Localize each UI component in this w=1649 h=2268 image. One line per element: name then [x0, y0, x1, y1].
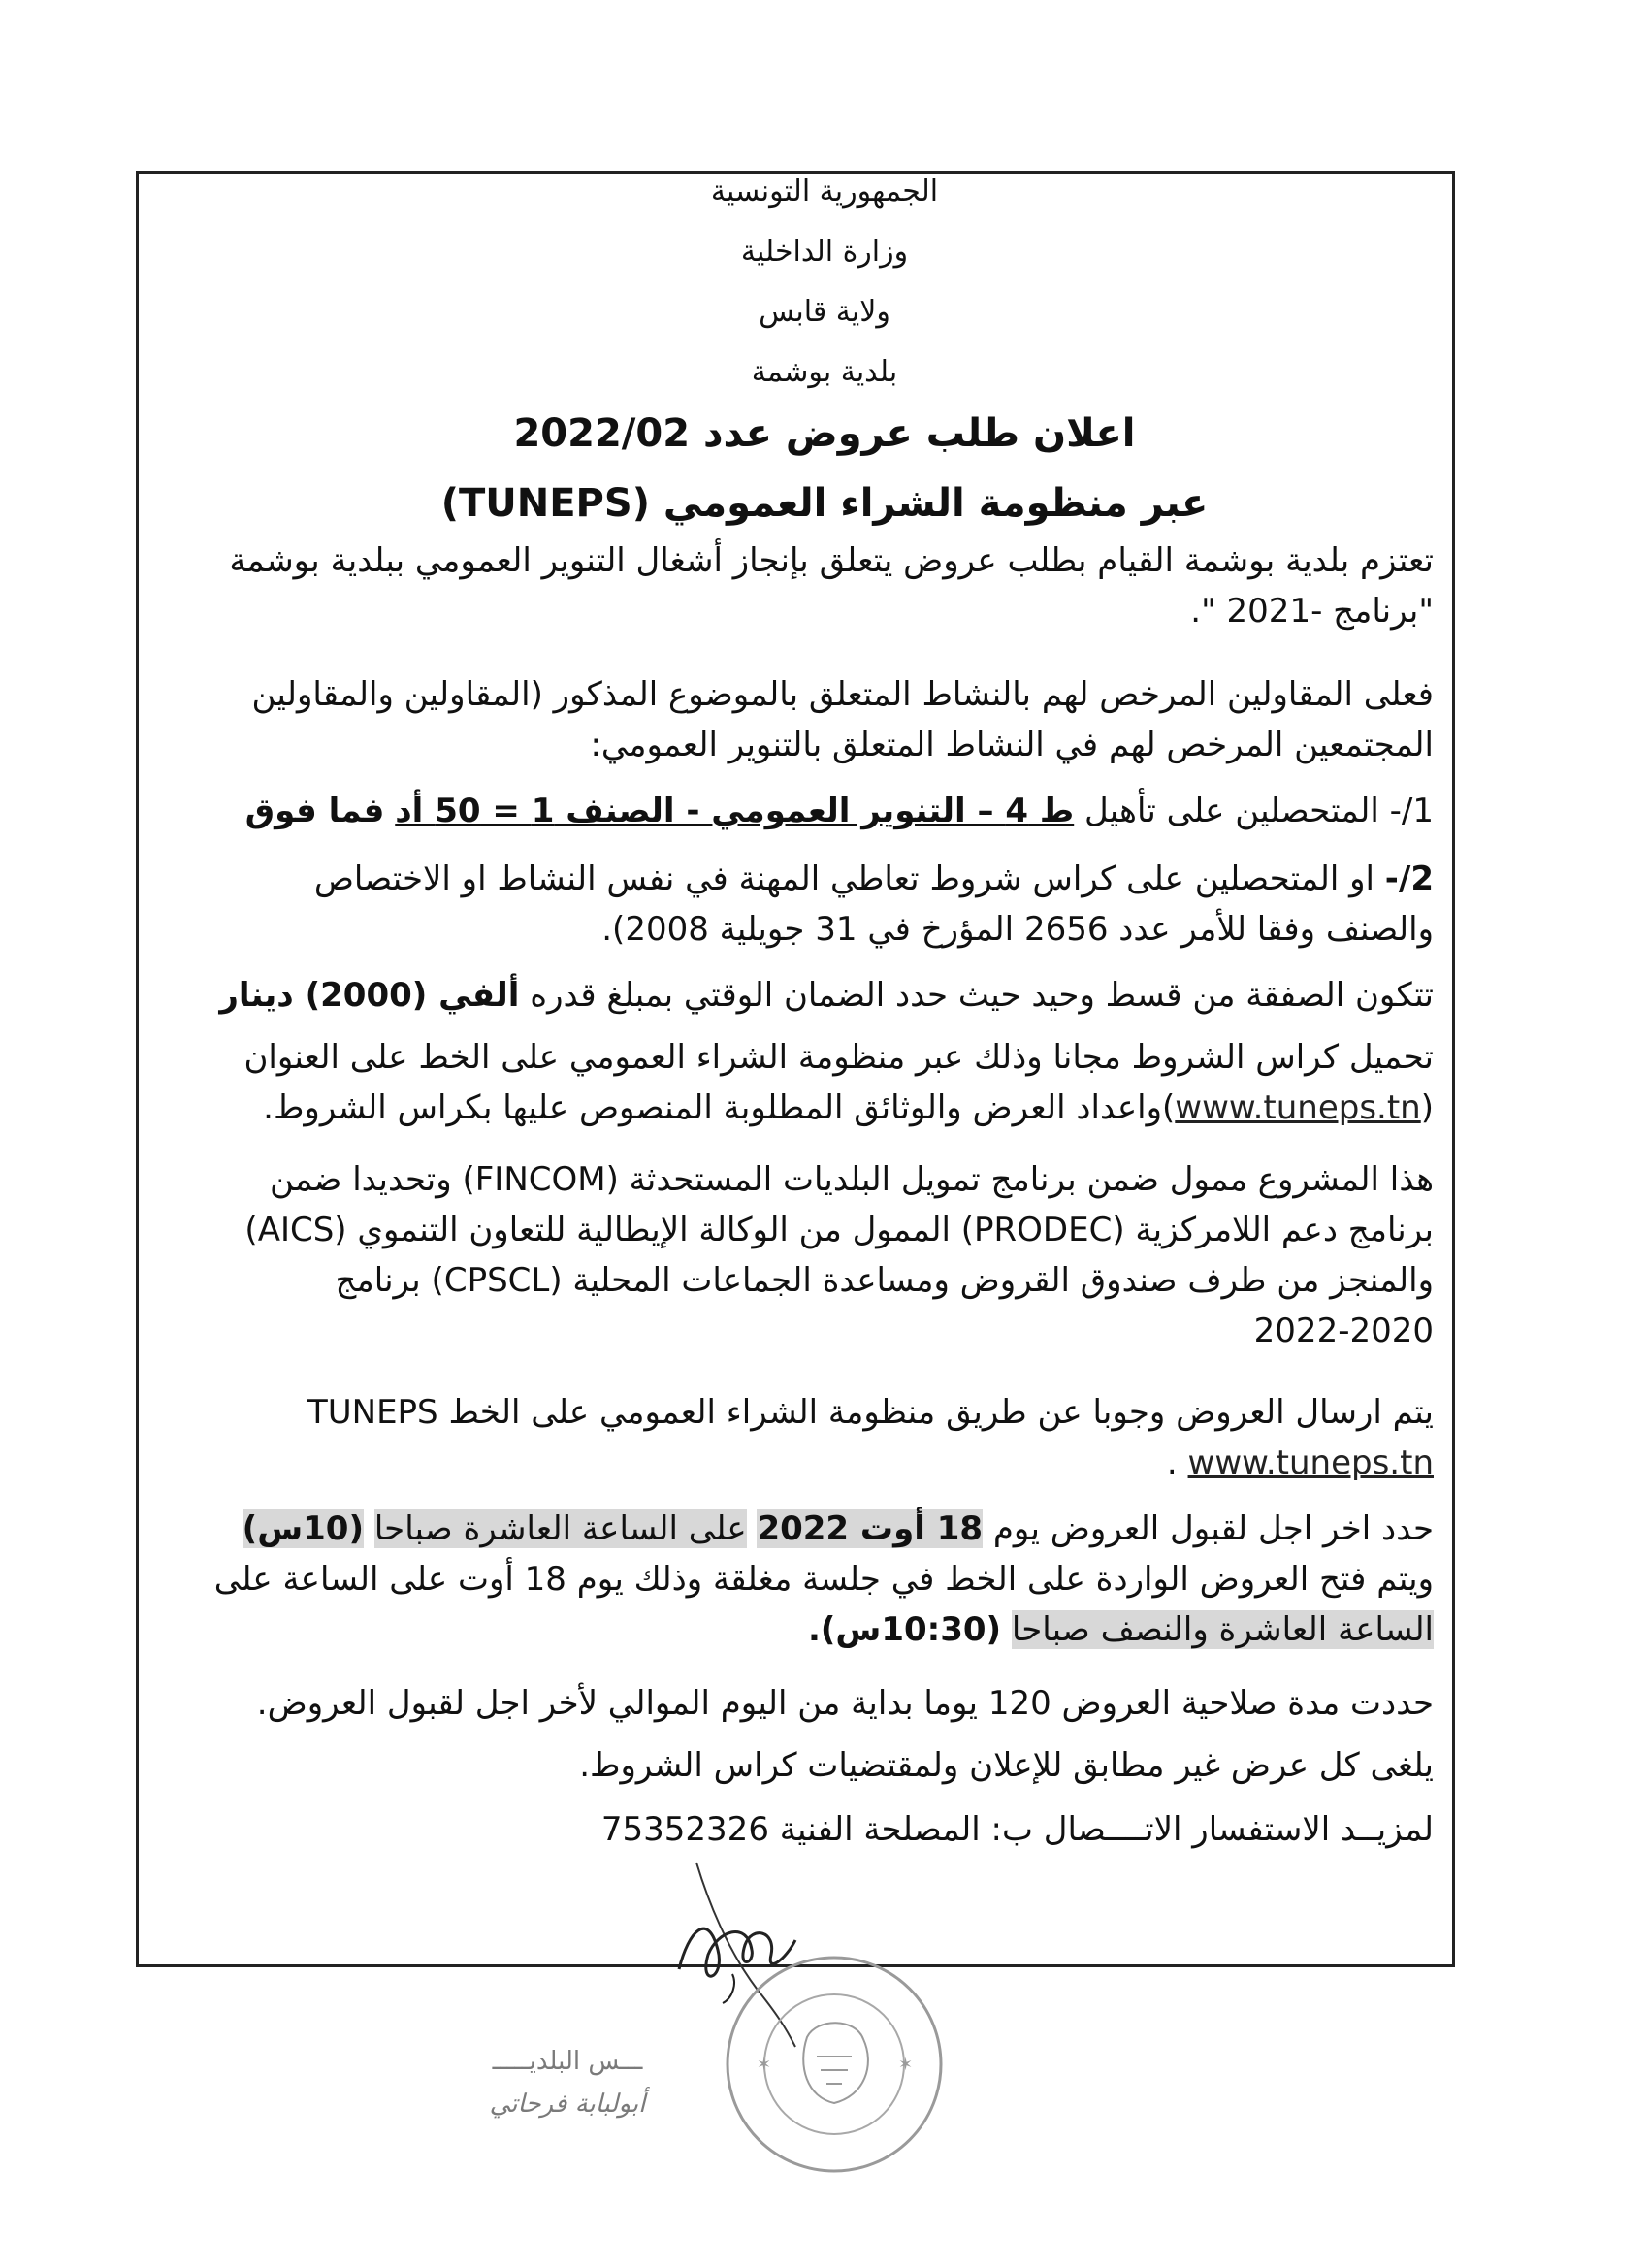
opening-time: (10:30س). [807, 1610, 1002, 1649]
deadline-time: (10س) [242, 1509, 364, 1548]
intro-paragraph [211, 535, 1434, 636]
download-paragraph [211, 1032, 1434, 1133]
funding-paragraph [211, 1154, 1434, 1356]
submission-line-1: يتم ارسال العروض وجوبا عن طريق منظومة الشراء العمومي على الخط TUNEPS [307, 1393, 1434, 1432]
announcement-subtitle: عبر منظومة الشراء العمومي (TUNEPS) [440, 481, 1209, 526]
official-stamp-icon [720, 1950, 949, 2179]
validity-paragraph [211, 1678, 1434, 1729]
header-ministry: وزارة الداخلية [740, 235, 909, 269]
funding-line-2: برنامج دعم اللامركزية (PRODEC) الممول من الوكالة الإيطالية للتعاون التنموي (AICS) [244, 1211, 1434, 1249]
guarantee-amount: ألفي (2000) دينار [219, 976, 520, 1015]
item-1-prefix: 1/- المتحصلين على تأهيل [1084, 792, 1434, 830]
submission-paragraph [211, 1387, 1434, 1488]
eligibility-line-2: المجتمعين المرخص لهم في النشاط المتعلق بالتنوير العمومي: [590, 726, 1434, 764]
item-1-suffix: فما فوق [244, 792, 385, 830]
svg-text:✶: ✶ [898, 2055, 914, 2075]
header-municipality: بلدية بوشمة [751, 355, 898, 389]
item-1-category: ط 4 – التنوير العمومي - الصنف 1 = 50 أد [395, 792, 1075, 830]
intro-line-2: "برنامج -2021 ". [1190, 592, 1434, 631]
guarantee-paragraph [211, 970, 1434, 1021]
rejection-paragraph [211, 1740, 1434, 1791]
item-2-line-2: والصنف وفقا للأمر عدد 2656 المؤرخ في 31 جويلية 2008). [601, 910, 1434, 949]
deadline-paragraph [211, 1504, 1434, 1655]
signatory-name: أبولبابة فرحاتي [489, 2090, 646, 2119]
item-2-line-1: او المتحصلين على كراس شروط تعاطي المهنة في نفس النشاط او الاختصاص [313, 859, 1374, 898]
tuneps-link-2[interactable]: www.tuneps.tn [1187, 1443, 1434, 1482]
download-line-2: )واعداد العرض والوثائق المطلوبة المنصوص عليها بكراس الشروط. [263, 1088, 1176, 1127]
signature-block [456, 2047, 679, 2134]
deadline-date: 18 أوت 2022 [757, 1509, 984, 1548]
validity-text: حددت مدة صلاحية العروض 120 يوما بداية من اليوم الموالي لأخر اجل لقبول العروض. [256, 1684, 1434, 1723]
funding-line-1: هذا المشروع ممول ضمن برنامج تمويل البلديات المستحدثة (FINCOM) وتحديدا ضمن [270, 1160, 1434, 1199]
funding-line-4: 2022-2020 [1253, 1312, 1434, 1350]
deadline-part-1: حدد اخر اجل لقبول العروض يوم [992, 1509, 1434, 1548]
eligibility-line-1: فعلى المقاولين المرخص لهم بالنشاط المتعلق بالموضوع المذكور (المقاولين والمقاولين [251, 675, 1434, 714]
item-2 [211, 854, 1434, 955]
signatory-role: ـــس البلديـــــ [492, 2047, 643, 2076]
item-1 [211, 786, 1434, 836]
deadline-line-2: ويتم فتح العروض الواردة على الخط في جلسة مغلقة وذلك يوم 18 أوت على الساعة على [213, 1560, 1434, 1599]
download-line-1: تحميل كراس الشروط مجانا وذلك عبر منظومة الشراء العمومي على الخط على العنوان [243, 1038, 1434, 1077]
svg-text:✶: ✶ [757, 2055, 772, 2075]
funding-line-3: والمنجز من طرف صندوق القروض ومساعدة الجماعات المحلية (CPSCL) برنامج [335, 1261, 1434, 1300]
guarantee-text: تتكون الصفقة من قسط وحيد حيث حدد الضمان الوقتي بمبلغ قدره [530, 976, 1434, 1015]
announcement-title: اعلان طلب عروض عدد 2022/02 [513, 411, 1136, 456]
download-paren-open: ( [1420, 1088, 1434, 1127]
header-governorate: ولاية قابس [759, 295, 890, 329]
header-country: الجمهورية التونسية [710, 175, 939, 209]
tuneps-link[interactable]: www.tuneps.tn [1175, 1088, 1421, 1127]
intro-line-1: تعتزم بلدية بوشمة القيام بطلب عروض يتعلق بإنجاز أشغال التنوير العمومي ببلدية بوشمة [229, 541, 1434, 580]
deadline-part-2: على الساعة العاشرة صباحا [373, 1509, 747, 1548]
eligibility-paragraph [211, 669, 1434, 770]
submission-dot: . [1166, 1443, 1178, 1482]
item-2-number: 2/- [1384, 859, 1434, 898]
opening-time-text: الساعة العاشرة والنصف صباحا [1011, 1610, 1434, 1649]
contact-phone: 75352326 [600, 1810, 769, 1849]
rejection-text: يلغى كل عرض غير مطابق للإعلان ولمقتضيات كراس الشروط. [579, 1746, 1434, 1785]
contact-text: لمزيــد الاستفسار الاتــــصال ب: المصلحة الفنية [779, 1810, 1434, 1849]
